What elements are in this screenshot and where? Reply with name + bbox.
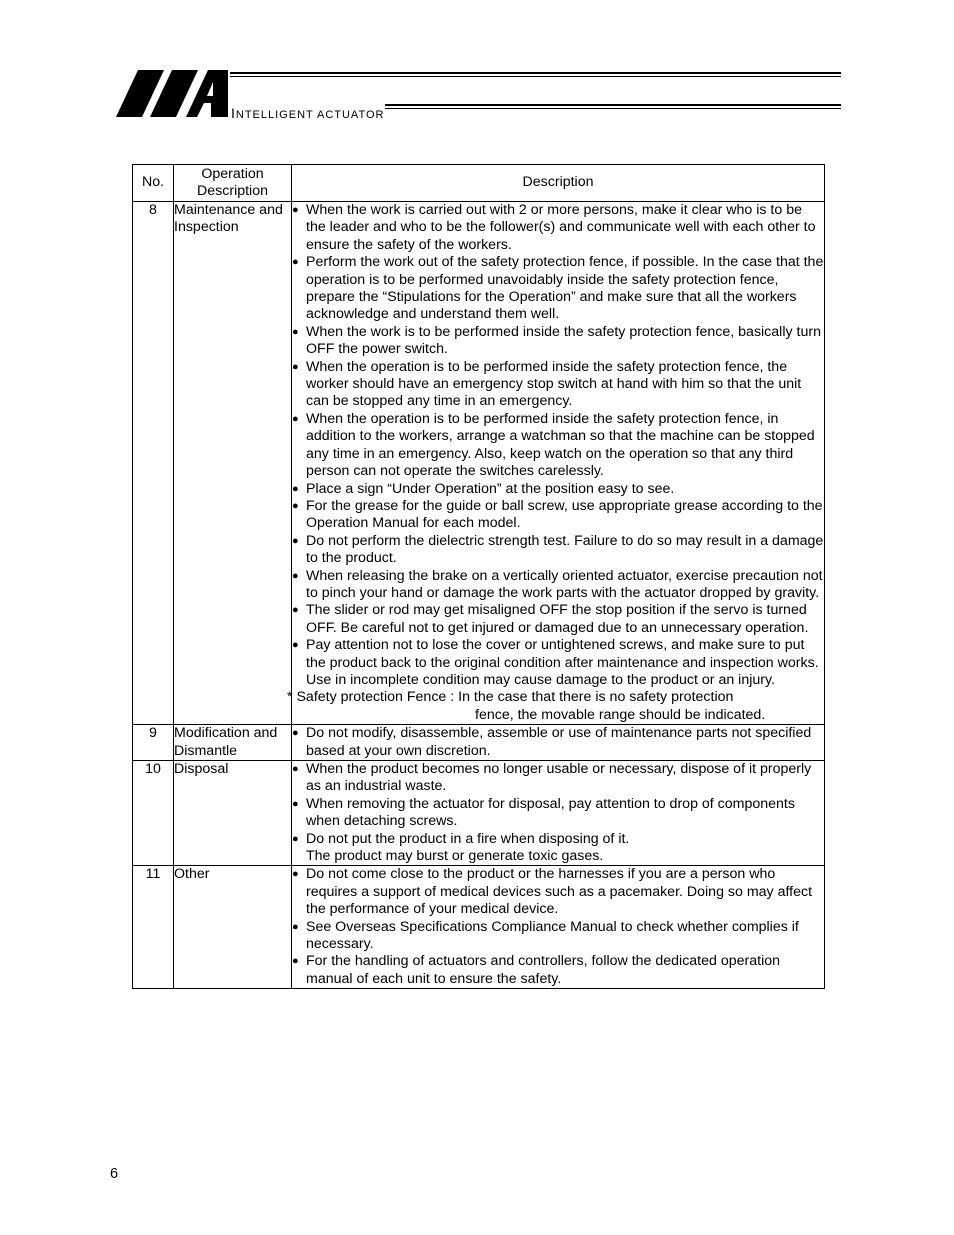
list-item (292, 254, 824, 324)
row-operation: Modification and Dismantle (174, 725, 292, 761)
bullet-list (292, 725, 824, 760)
list-item-text: Pay attention not to lose the cover or untightened screws, and make sure to put the product back to the original condition after maintenance and inspection works. (306, 637, 819, 671)
row-number: 11 (133, 866, 174, 989)
list-item (292, 202, 824, 254)
logo-wordmark: INTELLIGENT ACTUATOR (231, 105, 385, 121)
list-item (292, 411, 824, 481)
list-item-text: When the operation is to be performed inside the safety protection fence, in addition to the workers, arrange a watchman so that the machine can be stopped any time in an emergency. Also, keep watch on the operation so that any third person can not operate the switches carelessly. (306, 410, 815, 480)
list-item-text: Perform the work out of the safety protection fence, if possible. In the case that the operation is to be performed unavoidably inside the safety protection fence, prepare the “Stipulations for the Operation” and make sure that all the workers acknowledge and understand them well. (306, 254, 824, 323)
list-item (292, 359, 824, 411)
row-description (292, 725, 825, 761)
bullet-list (292, 761, 824, 865)
list-item-text: When the work is carried out with 2 or more persons, make it clear who is to be the leader and who to be the follower(s) and communicate well with each other to ensure the safety of the workers. (306, 202, 816, 253)
row-operation: Disposal (174, 761, 292, 866)
list-item-text: Place a sign “Under Operation” at the position easy to see. (306, 480, 675, 497)
footnote-continuation: fence, the movable range should be indicated. (475, 706, 766, 723)
row-operation: Maintenance and Inspection (174, 202, 292, 725)
list-item-continuation: Use in incomplete condition may cause damage to the product or an injury. (306, 671, 775, 688)
header-description: Description (292, 165, 825, 202)
list-item (292, 953, 824, 988)
list-item (292, 831, 824, 866)
header-rule-top-1 (230, 72, 841, 74)
list-item (292, 568, 824, 603)
list-item-text: The slider or rod may get misaligned OFF the stop position if the servo is turned OFF. Be careful not to get injured or damaged due to an unnecessary operation. (306, 602, 809, 636)
list-item-continuation: The product may burst or generate toxic gases. (306, 848, 604, 865)
header-rule-bottom-1 (385, 104, 841, 106)
safety-table (132, 164, 825, 989)
list-item (292, 637, 824, 689)
list-item-text: Do not come close to the product or the harnesses if you are a person who requires a support of medical devices such as a pacemaker. Doing so may affect the performance of your medical device. (306, 866, 813, 918)
list-item (292, 498, 824, 533)
row-number: 9 (133, 725, 174, 761)
table-row (133, 725, 825, 761)
list-item (292, 324, 824, 359)
list-item (292, 761, 824, 796)
bullet-list (292, 202, 824, 689)
row-description (287, 202, 825, 725)
header-no: No. (133, 165, 174, 202)
list-item-text: Do not perform the dielectric strength test. Failure to do so may result in a damage to the product. (306, 532, 824, 567)
iai-logo-mark (116, 70, 232, 118)
list-item-text: Do not put the product in a fire when disposing of it. (306, 830, 630, 847)
list-item (292, 481, 824, 498)
list-item (292, 602, 824, 637)
row-operation: Other (174, 866, 292, 989)
header-operation: Operation Description (174, 165, 292, 202)
list-item-text: When releasing the brake on a vertically oriented actuator, exercise precaution not to pinch your hand or damage the work parts with the actuator dropped by gravity. (306, 567, 823, 601)
row-number: 8 (133, 202, 174, 725)
page-number: 6 (110, 1166, 119, 1182)
table-header-row (133, 165, 825, 202)
list-item (292, 919, 824, 954)
bullet-list (292, 866, 824, 988)
list-item (292, 796, 824, 831)
table-row (133, 761, 825, 866)
list-item (292, 533, 824, 568)
row-description (292, 866, 825, 989)
row-number: 10 (133, 761, 174, 866)
list-item-text: When the work is to be performed inside the safety protection fence, basically turn OFF the power switch. (306, 323, 821, 358)
list-item-text: For the grease for the guide or ball screw, use appropriate grease according to the Operation Manual for each model. (306, 497, 823, 532)
footnote: * Safety protection Fence : In the case that there is no safety protection (287, 689, 734, 706)
list-item-text: When removing the actuator for disposal, pay attention to drop of components when detaching screws. (306, 795, 795, 830)
list-item-text: For the handling of actuators and controllers, follow the dedicated operation manual of each unit to ensure the safety. (306, 953, 780, 987)
table-row (133, 202, 825, 725)
list-item-text: When the operation is to be performed inside the safety protection fence, the worker should have an emergency stop switch at hand with him so that the unit can be stopped any time in an emergency. (306, 358, 802, 410)
list-item (292, 866, 824, 918)
header-rule-top-2 (230, 76, 841, 77)
iai-logo (116, 70, 842, 122)
table-row (133, 866, 825, 989)
header-rule-bottom-2 (385, 108, 841, 109)
row-description (292, 761, 825, 866)
list-item-text: See Overseas Specifications Compliance Manual to check whether complies if necessary. (306, 918, 799, 953)
list-item-text: Do not modify, disassemble, assemble or use of maintenance parts not specified based at your own discretion. (306, 725, 812, 759)
list-item (292, 725, 824, 760)
list-item-text: When the product becomes no longer usable or necessary, dispose of it properly as an industrial waste. (306, 761, 812, 795)
